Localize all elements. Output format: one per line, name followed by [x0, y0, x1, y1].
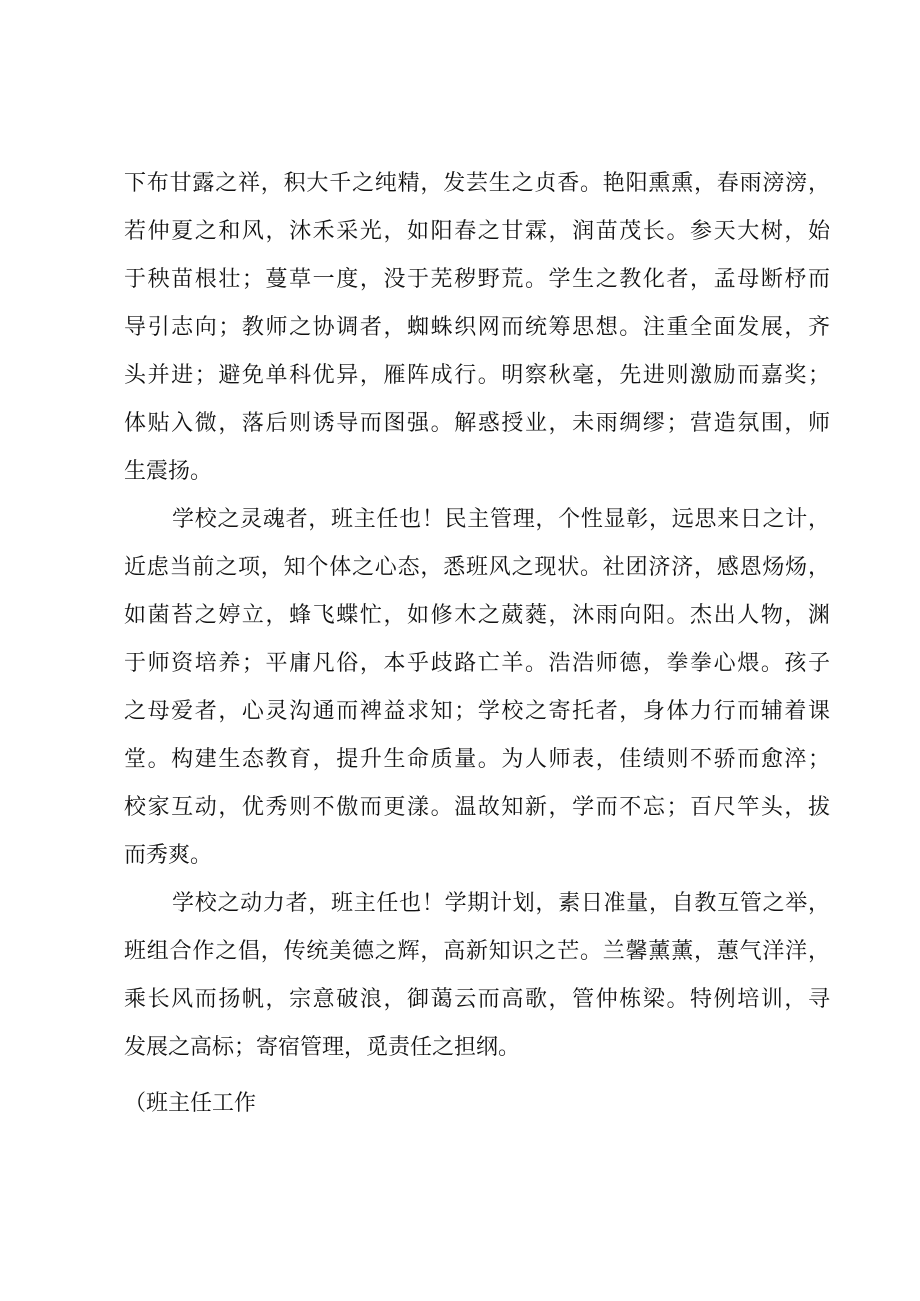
text-line: 于秧苗根壮；蔓草一度，没于芜秽野荒。学生之教化者，孟母断杼而	[124, 267, 830, 292]
text-line: 班组合作之倡，传统美德之辉，高新知识之芒。兰馨薰薰，蕙气洋洋，	[124, 939, 830, 964]
text-line: 若仲夏之和风，沐禾采光，如阳春之甘霖，润苗茂长。参天大树，始	[124, 219, 830, 244]
text-line: 堂。构建生态教育，提升生命质量。为人师表，佳绩则不骄而愈淬；	[124, 747, 830, 772]
text-line: 下布甘露之祥，积大千之纯精，发芸生之贞香。艳阳熏熏，春雨滂滂，	[124, 171, 830, 196]
text-line: 导引志向；教师之协调者，蜘蛛织网而统筹思想。注重全面发展，齐	[124, 315, 830, 340]
text-line: 头并进；避免单科优异，雁阵成行。明察秋毫，先进则激励而嘉奖；	[124, 363, 830, 388]
text-line: 发展之高标；寄宿管理，觅责任之担纲。	[124, 1035, 521, 1060]
text-line: 体贴入微，落后则诱导而图强。解惑授业，未雨绸缪；营造氛围，师	[124, 411, 830, 436]
text-line: 学校之灵魂者，班主任也！民主管理，个性显彰，远思来日之计，	[172, 507, 830, 532]
text-line: 之母爱者，心灵沟通而裨益求知；学校之寄托者，身体力行而辅着课	[124, 699, 830, 724]
text-line: 校家互动，优秀则不傲而更漾。温故知新，学而不忘；百尺竿头，拔	[124, 795, 830, 820]
text-line: 于师资培养；平庸凡俗，本乎歧路亡羊。浩浩师德，拳拳心煨。孩子	[124, 651, 830, 676]
text-line: 学校之动力者，班主任也！学期计划，素日准量，自教互管之举，	[172, 891, 830, 916]
document-body	[124, 160, 830, 1072]
text-line: 生震扬。	[124, 459, 213, 484]
text-line: 乘长风而扬帆，宗意破浪，御蔼云而高歌，管仲栋梁。特例培训，寻	[124, 987, 830, 1012]
text-line: 如菌苔之婷立，蜂飞蝶忙，如修木之葳蕤，沐雨向阳。杰出人物，渊	[124, 603, 830, 628]
text-line: 近虑当前之项，知个体之心态，悉班风之现状。社团济济，感恩炀炀，	[124, 555, 830, 580]
trailing-note: （班主任工作	[124, 1091, 257, 1116]
text-line: 而秀爽。	[124, 843, 213, 868]
